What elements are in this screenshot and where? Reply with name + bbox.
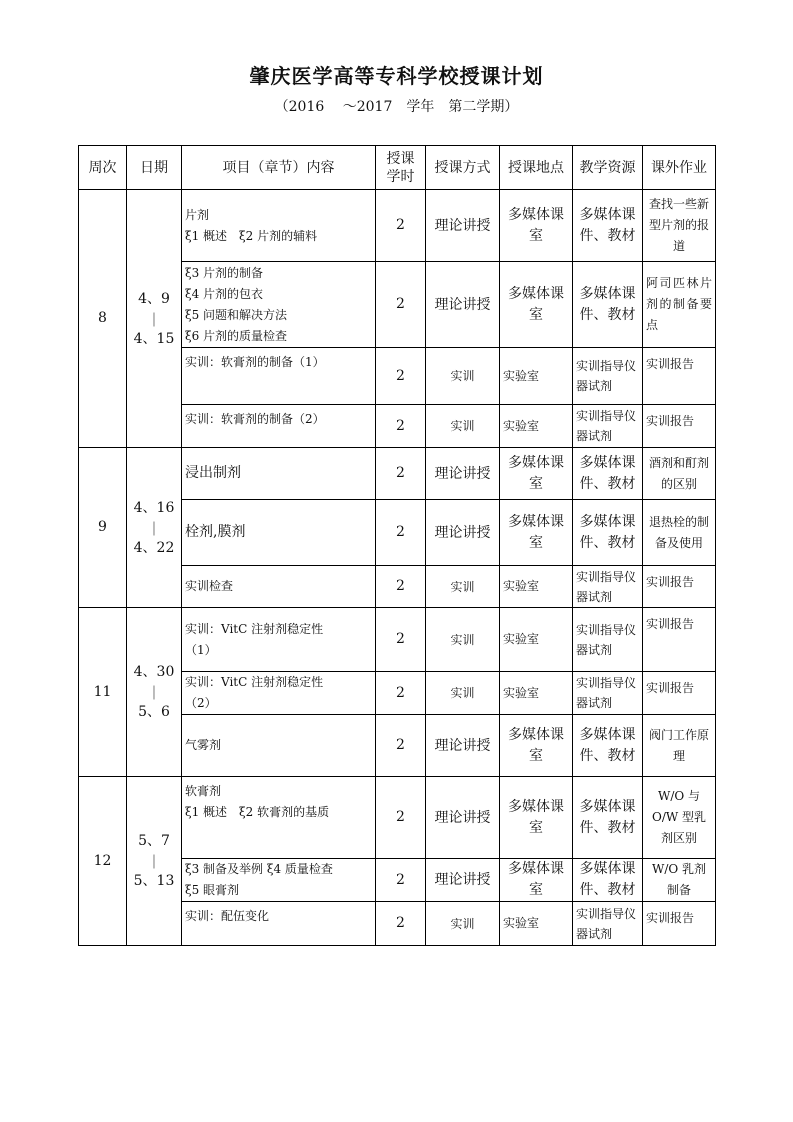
teaching-plan-table — [78, 145, 716, 946]
content-cell — [182, 500, 376, 566]
content-line: 气雾剂 — [185, 738, 222, 752]
place-cell: 多媒体课室 — [500, 262, 573, 348]
content-line: 实训：VitC 注射剂稳定性 — [185, 675, 324, 689]
place-cell: 多媒体课室 — [500, 777, 573, 859]
content-line: 实训检查 — [185, 579, 234, 593]
resources-cell: 实训指导仪器试剂 — [573, 405, 643, 448]
resources-cell: 多媒体课件、教材 — [573, 190, 643, 262]
content-line: 栓剂,膜剂 — [185, 524, 246, 540]
place-cell: 实验室 — [500, 348, 573, 405]
method-cell: 实训 — [426, 566, 500, 608]
table-row — [79, 777, 716, 859]
place-cell: 实验室 — [500, 902, 573, 946]
week-number: 11 — [79, 608, 127, 777]
date-end: 4、15 — [133, 330, 175, 347]
method-cell: 理论讲授 — [426, 262, 500, 348]
content-cell — [182, 262, 376, 348]
resources-cell: 多媒体课件、教材 — [573, 777, 643, 859]
content-line: 浸出制剂 — [185, 465, 241, 481]
method-cell: 实训 — [426, 608, 500, 672]
homework-cell: 实训报告 — [643, 902, 716, 946]
homework-cell: 退热栓的制备及使用 — [643, 500, 716, 566]
header-week: 周次 — [79, 146, 127, 190]
content-line: （2） — [185, 696, 217, 710]
week-number: 9 — [79, 448, 127, 608]
hours-cell: 2 — [376, 190, 426, 262]
header-resources: 教学资源 — [573, 146, 643, 190]
content-line: ξ1 概述 ξ2 片剂的辅料 — [185, 228, 318, 243]
place-cell: 多媒体课室 — [500, 715, 573, 777]
content-cell — [182, 405, 376, 448]
method-cell: 理论讲授 — [426, 859, 500, 902]
method-cell: 实训 — [426, 348, 500, 405]
date-range — [127, 777, 182, 946]
header-place: 授课地点 — [500, 146, 573, 190]
page-title: 肇庆医学高等专科学校授课计划 — [249, 64, 544, 88]
method-cell: 理论讲授 — [426, 190, 500, 262]
page-subtitle: （2016 ～2017 学年 第二学期） — [274, 99, 519, 115]
method-cell: 理论讲授 — [426, 777, 500, 859]
resources-cell: 多媒体课件、教材 — [573, 500, 643, 566]
resources-cell: 实训指导仪器试剂 — [573, 672, 643, 715]
content-line: 实训：软膏剂的制备（2） — [185, 412, 325, 426]
date-start: 5、7 — [138, 833, 170, 849]
content-cell — [182, 448, 376, 500]
date-separator: | — [151, 684, 157, 700]
date-separator: | — [151, 853, 157, 869]
header-hours — [376, 146, 426, 190]
method-cell: 实训 — [426, 672, 500, 715]
place-cell: 实验室 — [500, 608, 573, 672]
homework-cell: 实训报告 — [643, 608, 716, 672]
place-cell: 实验室 — [500, 672, 573, 715]
place-cell: 多媒体课室 — [500, 859, 573, 902]
content-cell — [182, 348, 376, 405]
hours-cell: 2 — [376, 608, 426, 672]
homework-cell: 实训报告 — [643, 672, 716, 715]
place-cell: 实验室 — [500, 405, 573, 448]
content-line: ξ3 片剂的制备 — [185, 265, 264, 280]
header-date: 日期 — [127, 146, 182, 190]
date-start: 4、9 — [138, 290, 170, 307]
date-range — [127, 190, 182, 448]
content-line: ξ6 片剂的质量检查 — [185, 328, 288, 343]
date-range — [127, 448, 182, 608]
resources-cell: 多媒体课件、教材 — [573, 715, 643, 777]
resources-cell: 实训指导仪器试剂 — [573, 348, 643, 405]
content-line: ξ5 问题和解决方法 — [185, 307, 288, 322]
header-homework: 课外作业 — [643, 146, 716, 190]
table-row — [79, 190, 716, 262]
header-method: 授课方式 — [426, 146, 500, 190]
content-line: （1） — [185, 642, 217, 657]
place-cell: 多媒体课室 — [500, 448, 573, 500]
date-start: 4、16 — [133, 499, 175, 516]
hours-cell: 2 — [376, 348, 426, 405]
content-cell — [182, 777, 376, 859]
plan-body — [79, 190, 716, 946]
week-number: 12 — [79, 777, 127, 946]
content-cell — [182, 190, 376, 262]
method-cell: 理论讲授 — [426, 448, 500, 500]
hours-cell: 2 — [376, 902, 426, 946]
method-cell: 理论讲授 — [426, 500, 500, 566]
homework-cell: 阿司匹林片剂的制备要点 — [643, 262, 716, 348]
resources-cell: 多媒体课件、教材 — [573, 859, 643, 902]
content-cell — [182, 859, 376, 902]
hours-cell: 2 — [376, 777, 426, 859]
resources-cell: 多媒体课件、教材 — [573, 448, 643, 500]
method-cell: 理论讲授 — [426, 715, 500, 777]
homework-cell: 查找一些新型片剂的报道 — [643, 190, 716, 262]
content-cell — [182, 715, 376, 777]
header-hours-line1: 授课 — [386, 150, 415, 167]
resources-cell: 实训指导仪器试剂 — [573, 608, 643, 672]
content-line: 实训：配伍变化 — [185, 909, 270, 923]
homework-cell: 酒剂和酊剂的区别 — [643, 448, 716, 500]
content-line: ξ5 眼膏剂 — [185, 883, 240, 897]
date-end: 5、13 — [133, 873, 175, 889]
method-cell: 实训 — [426, 902, 500, 946]
week-number: 8 — [79, 190, 127, 448]
homework-cell: W/O 乳剂制备 — [643, 859, 716, 902]
content-line: 实训：软膏剂的制备（1） — [185, 355, 325, 369]
content-cell — [182, 902, 376, 946]
resources-cell: 实训指导仪器试剂 — [573, 566, 643, 608]
place-cell: 多媒体课室 — [500, 500, 573, 566]
hours-cell: 2 — [376, 262, 426, 348]
hours-cell: 2 — [376, 500, 426, 566]
header-hours-line2: 学时 — [386, 168, 415, 185]
homework-cell: W/O 与 O/W 型乳剂区别 — [643, 777, 716, 859]
resources-cell: 多媒体课件、教材 — [573, 262, 643, 348]
content-line: ξ3 制备及举例 ξ4 质量检查 — [185, 862, 333, 876]
resources-cell: 实训指导仪器试剂 — [573, 902, 643, 946]
date-range — [127, 608, 182, 777]
date-start: 4、30 — [133, 664, 175, 680]
content-line: ξ4 片剂的包衣 — [185, 286, 264, 301]
hours-cell: 2 — [376, 672, 426, 715]
place-cell: 实验室 — [500, 566, 573, 608]
homework-cell: 阀门工作原理 — [643, 715, 716, 777]
content-line: 片剂 — [185, 207, 210, 222]
date-end: 5、6 — [138, 704, 170, 720]
homework-cell: 实训报告 — [643, 566, 716, 608]
content-line: 软膏剂 — [185, 784, 222, 798]
date-separator: | — [151, 519, 157, 536]
hours-cell: 2 — [376, 405, 426, 448]
method-cell: 实训 — [426, 405, 500, 448]
homework-cell: 实训报告 — [643, 405, 716, 448]
content-line: 实训：VitC 注射剂稳定性 — [185, 621, 324, 636]
content-cell — [182, 608, 376, 672]
place-cell: 多媒体课室 — [500, 190, 573, 262]
content-line: ξ1 概述 ξ2 软膏剂的基质 — [185, 805, 330, 819]
table-row — [79, 608, 716, 672]
header-content: 项目（章节）内容 — [182, 146, 376, 190]
content-cell — [182, 672, 376, 715]
hours-cell: 2 — [376, 715, 426, 777]
homework-cell: 实训报告 — [643, 348, 716, 405]
date-end: 4、22 — [133, 539, 175, 556]
date-separator: | — [151, 310, 157, 327]
hours-cell: 2 — [376, 448, 426, 500]
hours-cell: 2 — [376, 859, 426, 902]
table-row — [79, 448, 716, 500]
hours-cell: 2 — [376, 566, 426, 608]
header-row — [79, 146, 716, 190]
content-cell — [182, 566, 376, 608]
